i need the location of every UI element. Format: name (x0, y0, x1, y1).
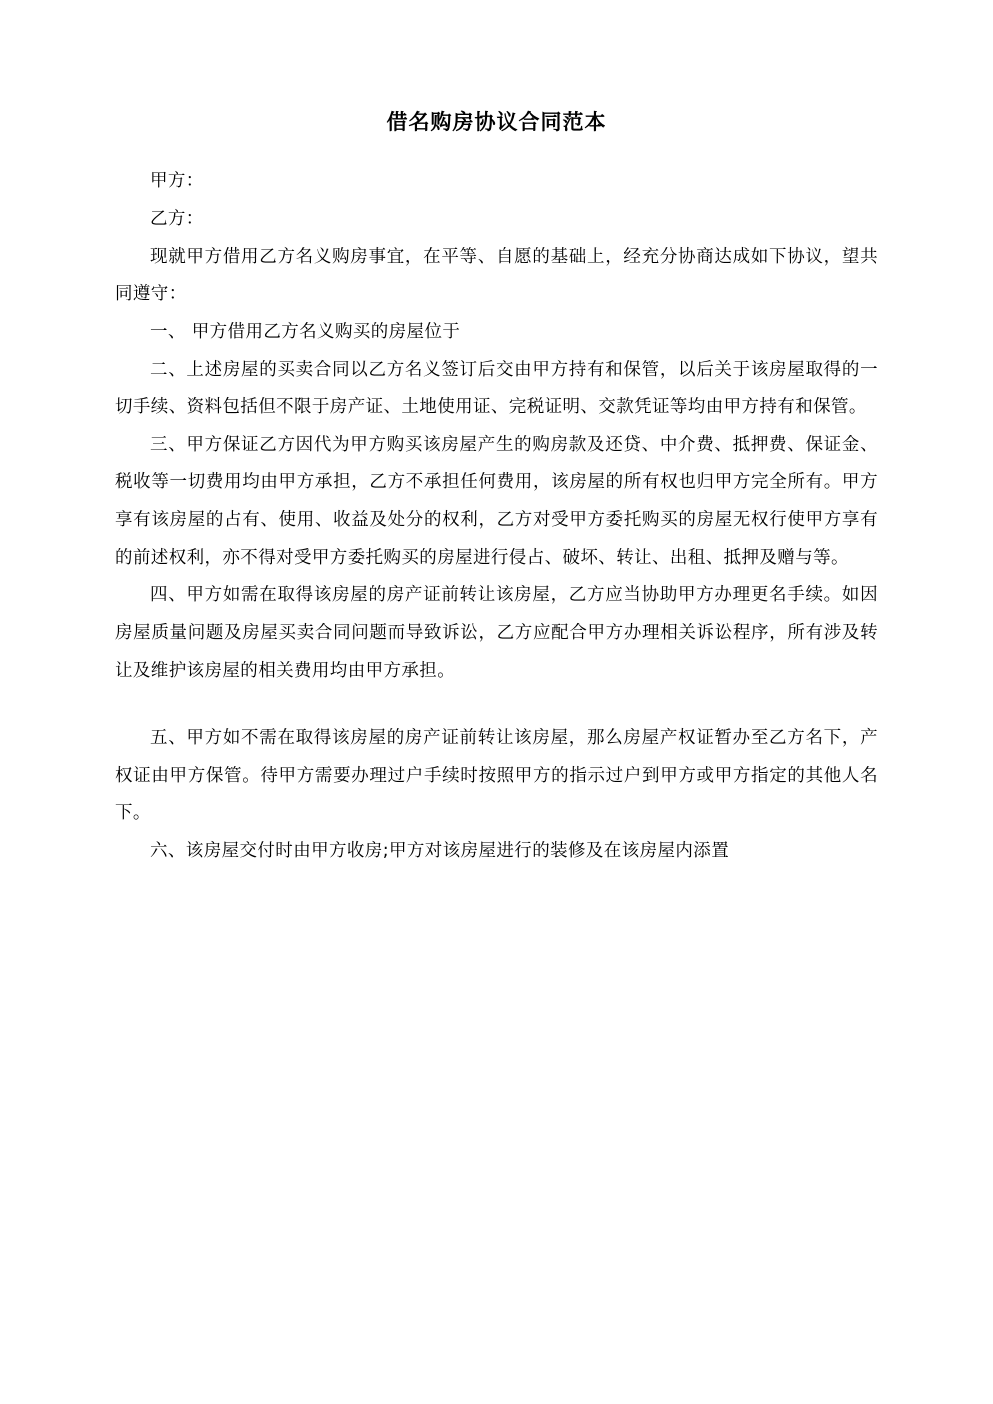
paragraph-clause-6: 六、该房屋交付时由甲方收房;甲方对该房屋进行的装修及在该房屋内添置 (150, 841, 730, 862)
paragraph-clause-2: 二、上述房屋的买卖合同以乙方名义签订后交由甲方持有和保管，以后关于该房屋取得的一切手续、资料包括但不限于房产证、土地使用证、完税证明、交款凭证等均由甲方持有和保管。 (115, 359, 878, 418)
paragraph-clause-5: 五、甲方如不需在取得该房屋的房产证前转让该房屋，那么房屋产权证暂办至乙方名下，产权证由甲方保管。待甲方需要办理过户手续时按照甲方的指示过户到甲方或甲方指定的其他人名下。 (115, 728, 878, 824)
paragraph-clause-4: 四、甲方如需在取得该房屋的房产证前转让该房屋，乙方应当协助甲方办理更名手续。如因房屋质量问题及房屋买卖合同问题而导致诉讼，乙方应配合甲方办理相关诉讼程序，所有涉及转让及维护该房屋的相关费用均由甲方承担。 (115, 585, 878, 681)
paragraph-party-b: 乙方： (150, 209, 204, 230)
page-title: 借名购房协议合同范本 (386, 110, 607, 134)
paragraph-preamble: 现就甲方借用乙方名义购房事宜，在平等、自愿的基础上，经充分协商达成如下协议，望共同遵守： (115, 246, 878, 305)
paragraph-party-a: 甲方： (150, 171, 204, 192)
paragraph-clause-3: 三、甲方保证乙方因代为甲方购买该房屋产生的购房款及还贷、中介费、抵押费、保证金、税收等一切费用均由甲方承担，乙方不承担任何费用，该房屋的所有权也归甲方完全所有。甲方享有该房屋的占有、使用、收益及处分的权利，乙方对受甲方委托购买的房屋无权行使甲方享有的前述权利，亦不得对受甲方委托购买的房屋进行侵占、破坏、转让、出租、抵押及赠与等。 (115, 434, 878, 568)
paragraph-clause-1: 一、 甲方借用乙方名义购买的房屋位于 (150, 321, 461, 342)
